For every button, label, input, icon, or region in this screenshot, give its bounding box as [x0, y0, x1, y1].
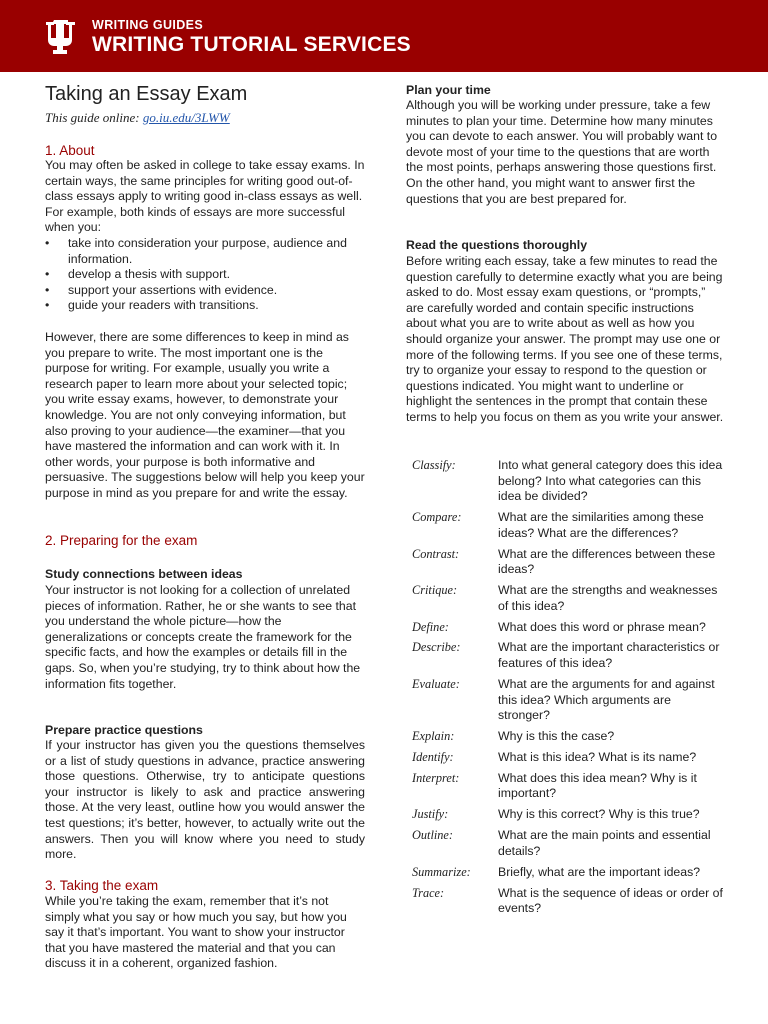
preparing-sub2: Prepare practice questions [45, 723, 203, 737]
terms-table [406, 458, 724, 922]
section-about-heading: 1. About [45, 143, 95, 158]
term-definition: What are the similarities among these ideas? What are the differences? [498, 510, 704, 540]
about-para2: However, there are some differences to keep in mind as you prepare to write. The most important one is the purpose for writing. For example, usually you write a research paper to learn more about your selected topic; you write essay exams, however, to demonstrate your knowledge. You are not only conveying information, but also proving to your audience—the examiner—that you have mastered the information and can work with it. In other words, your purpose is both informative and persuasive. The suggestions below will help you keep your purpose in mind as you prepare for and write the essay. [45, 330, 365, 500]
plan-sub: Plan your time [406, 83, 491, 97]
about-bullets [45, 236, 365, 314]
term-definition: What does this idea mean? Why is it important? [498, 770, 697, 801]
term-label: Contrast: [412, 546, 460, 561]
term-label: Summarize: [412, 864, 471, 879]
term-label: Trace: [412, 885, 445, 900]
iu-trident-logo-icon [46, 18, 76, 54]
section-about-body [45, 158, 365, 314]
section-preparing-heading: 2. Preparing for the exam [45, 533, 198, 548]
table-row [406, 510, 724, 546]
table-row [406, 807, 724, 828]
table-row [406, 750, 724, 771]
read-text: Before writing each essay, take a few minutes to read the question carefully to determine exactly what you are being asked to do. Most essay exam questions, or “prompts,” are carefully worded and contain specific instructions about what you are to write about as well as how you should organize your answer. The prompt may use one or more of the following terms. If you see one of these terms, try to organize your essay to respond to the question or questions indicated. You might want to underline or highlight the sentences in the prompt that contain these terms to help you focus on them as you write your answer. [406, 254, 724, 424]
table-row [406, 771, 724, 807]
list-item: • support your assertions with evidence. [45, 283, 365, 299]
online-link-line [45, 110, 365, 126]
term-definition: What is the sequence of ideas or order of events? [498, 885, 723, 916]
header-big-title: WRITING TUTORIAL SERVICES [92, 33, 411, 56]
table-row [406, 640, 724, 676]
term-definition: What are the main points and essential details? [498, 828, 711, 858]
term-definition: What are the differences between these ideas? [498, 546, 716, 577]
term-label: Identify: [412, 749, 454, 764]
list-item: • guide your readers with transitions. [45, 298, 365, 314]
term-label: Interpret: [412, 770, 460, 785]
table-row [406, 729, 724, 750]
list-item: • take into consideration your purpose, audience and information. [45, 236, 365, 267]
term-label: Describe: [412, 640, 461, 655]
online-link[interactable]: go.iu.edu/3LWW [142, 110, 230, 125]
term-definition: What is this idea? What is its name? [498, 749, 697, 764]
header-banner [0, 0, 768, 72]
term-definition: What are the important characteristics or features of this idea? [498, 640, 720, 671]
term-label: Define: [412, 619, 449, 634]
section-taking-heading: 3. Taking the exam [45, 878, 159, 893]
preparing-text2: If your instructor has given you the questions themselves or a list of study questions in advance, practice answering those questions. Otherwise, try to anticipate questions your instructor is likely to ask and practice answering those. At the very least, outline how you would answer the test questions; it’s better, however, to actually write out the answers. Then you will know where you need to study more. [45, 738, 365, 862]
preparing-sub1: Study connections between ideas [45, 567, 243, 581]
term-label: Explain: [412, 728, 455, 743]
term-definition: Why is this correct? Why is this true? [498, 807, 700, 822]
term-definition: Why is this the case? [498, 728, 615, 743]
term-label: Justify: [412, 807, 449, 822]
about-intro: You may often be asked in college to take essay exams. In certain ways, the same principles for writing good out-of-class essays apply to writing good in-class essays as well. For example, both kinds of essays are more successful when you: [45, 158, 365, 235]
term-label: Compare: [412, 510, 462, 525]
table-row [406, 620, 724, 641]
header-small-title: WRITING GUIDES [92, 18, 204, 32]
term-definition: What does this word or phrase mean? [498, 619, 706, 634]
online-label: This guide online: [45, 110, 140, 125]
table-row [406, 865, 724, 886]
document-title: Taking an Essay Exam [45, 83, 248, 105]
table-row [406, 828, 724, 864]
term-definition: What are the strengths and weaknesses of this idea? [498, 583, 718, 613]
term-definition: What are the arguments for and against this idea? Which arguments are stronger? [498, 676, 715, 723]
table-row [406, 583, 724, 619]
term-label: Outline: [412, 828, 453, 843]
term-label: Evaluate: [412, 676, 460, 691]
term-label: Classify: [412, 458, 456, 472]
list-item: • develop a thesis with support. [45, 267, 365, 283]
term-definition: Briefly, what are the important ideas? [498, 864, 701, 879]
plan-text: Although you will be working under pressure, take a few minutes to plan your time. Determine how many minutes you can devote to each answer. You will probably want to devote most of your time to the questions that are worth the most points, perhaps answering those questions first. On the other hand, you might want to answer first the questions that you are best prepared for. [406, 98, 718, 206]
table-row [406, 458, 724, 510]
table-row [406, 547, 724, 583]
taking-text: While you’re taking the exam, remember that it’s not simply what you say or how much you say, but how you say it that’s important. You want to show your instructor that you have mastered the material and that you can discuss it in a coherent, organized fashion. [45, 894, 347, 971]
term-label: Critique: [412, 583, 458, 598]
table-row [406, 677, 724, 729]
table-row [406, 886, 724, 922]
term-definition: Into what general category does this idea belong? Into what categories can this idea be divided? [498, 458, 723, 504]
read-sub: Read the questions thoroughly [406, 238, 588, 252]
preparing-text1: Your instructor is not looking for a collection of unrelated pieces of information. Rather, he or she wants to see that you understand the whole picture—how the generalizations or concepts create the framework for the specific facts, and how the examples or details fill in the gaps. So, when you’re studying, try to think about how the information fits together. [45, 583, 361, 691]
